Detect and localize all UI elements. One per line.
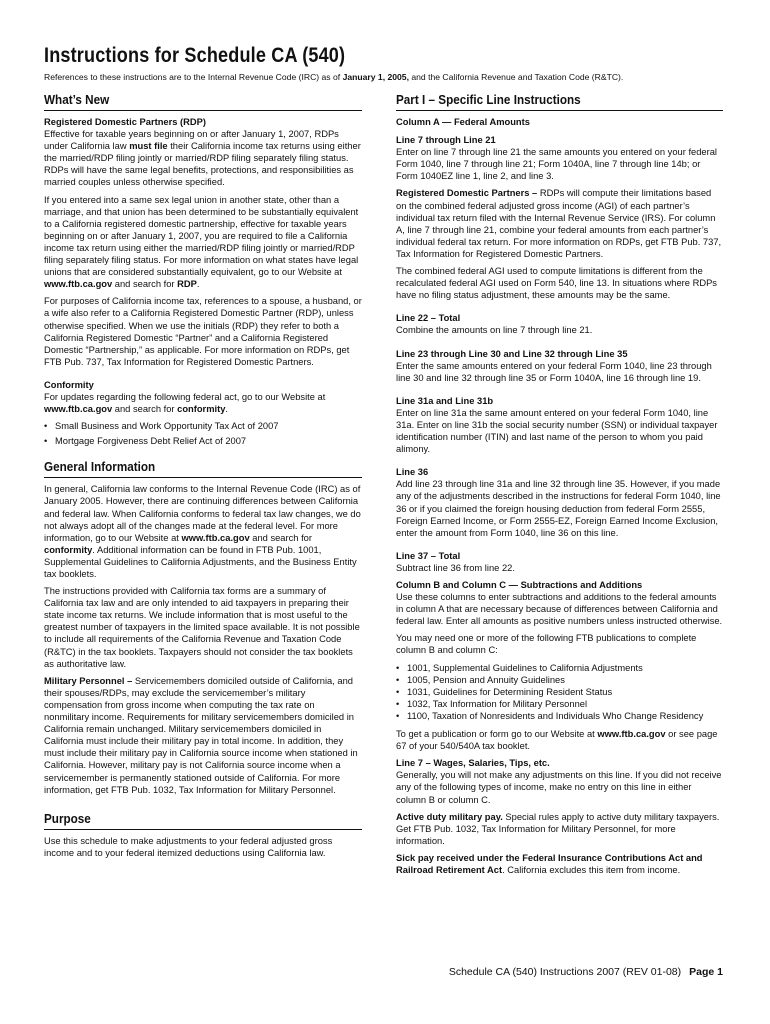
list-item: • 1001, Supplemental Guidelines to California Adjustments: [396, 662, 723, 674]
page-number: Page 1: [689, 966, 723, 978]
get-publication-paragraph: To get a publication or form go to our Website at www.ftb.ca.gov or see page 67 of your 540/540A tax booklet.: [396, 729, 718, 752]
line-22-text: Combine the amounts on line 7 through line 21.: [396, 325, 593, 336]
sick-pay-paragraph: Sick pay received under the Federal Insurance Contributions Act and Railroad Retirement Act. California excludes this item from income.: [396, 852, 703, 875]
rdp-paragraph-3: For purposes of California income tax, references to a spouse, a husband, or a wife also refer to a California Registered Domestic Partner (RDP), unless otherwise specified. When we use the initials (RDP) they refer to both a California Registered Domestic “Partner” and a California Registered Domestic “Partnership,” as applicable. For more information on RDPs, get FTB Pub. 737, Tax Information for Registered Domestic Partners.: [44, 296, 362, 367]
subtitle-text-end: and the California Revenue and Taxation Code (R&TC).: [408, 72, 624, 82]
list-item: • Small Business and Work Opportunity Tax Act of 2007: [44, 420, 362, 432]
line-22-heading: Line 22 – Total: [396, 313, 461, 324]
active-duty-paragraph: Active duty military pay. Special rules apply to active duty military taxpayers. Get FTB Pub. 1032, Tax Information for Military Personnel, for more information.: [396, 811, 720, 846]
conformity-subheading: Conformity: [44, 379, 94, 390]
section-heading-purpose: Purpose: [44, 811, 362, 830]
list-item: • 1100, Taxation of Nonresidents and Individuals Who Change Residency: [396, 710, 723, 722]
subtitle-text: References to these instructions are to the Internal Revenue Code (IRC) as of: [44, 72, 343, 82]
publications-list: [396, 662, 723, 722]
conformity-list: [44, 420, 362, 447]
line-7-wages-text: Generally, you will not make any adjustments on this line. If you did not receive any of the following types of income, make no entry on this line in either column B or column C.: [396, 770, 722, 805]
list-item: • 1031, Guidelines for Determining Resident Status: [396, 686, 723, 698]
general-paragraph-1: In general, California law conforms to the Internal Revenue Code (IRC) as of January 2005. However, there are continuing differences between California and federal law. When California conforms to federal tax law changes, we do not always adopt all of the changes made at the federal level. For more information, go to our Website at www.ftb.ca.gov and search for conformity. Additional information can be found in FTB Pub. 1001, Supplemental Guidelines to California Adjustments, and the Business Entity tax booklets.: [44, 484, 361, 579]
line-23-35-heading: Line 23 through Line 30 and Line 32 through Line 35: [396, 348, 628, 359]
line-31-heading: Line 31a and Line 31b: [396, 395, 494, 406]
section-heading-whats-new: What’s New: [44, 92, 362, 111]
page-footer: [396, 966, 723, 978]
line-31-text: Enter on line 31a the same amount entered on your federal Form 1040, line 31a. Enter on line 31b the social security number (SSN) or individual taxpayer identification number (ITIN) and last name of the person to whom you paid alimony.: [396, 407, 718, 455]
line-37-text: Subtract line 36 from line 22.: [396, 562, 515, 573]
line-7-wages-heading: Line 7 – Wages, Salaries, Tips, etc.: [396, 758, 550, 769]
publications-intro: You may need one or more of the following FTB publications to complete column B and column C:: [396, 633, 697, 656]
subtitle-date: January 1, 2005,: [342, 72, 409, 82]
line-7-21-heading: Line 7 through Line 21: [396, 135, 496, 146]
line-7-21-text: Enter on line 7 through line 21 the same amounts you entered on your federal Form 1040, line 7 through line 21; Form 1040A, line 7 through line 14b; or Form 1040EZ line 1, line 2, and line 3.: [396, 147, 718, 182]
purpose-paragraph: Use this schedule to make adjustments to your federal adjusted gross income and to your federal itemized deductions using California law.: [44, 835, 333, 858]
website-link[interactable]: www.ftb.ca.gov: [44, 404, 113, 415]
document-title: Instructions for Schedule CA (540): [44, 44, 346, 67]
line-36-text: Add line 23 through line 31a and line 32 through line 35. However, if you made any of the adjustments described in the instructions for federal Form 1040, line 36 or if you claimed the foreign housing deduction from federal Form 2555, Foreign Earned Income, or Form 2555-EZ, Foreign Earned Income Exclusion, enter the amount from Form 1040, line 36 on this line.: [396, 479, 721, 538]
line-23-35-text: Enter the same amounts entered on your federal Form 1040, line 23 through line 30 and line 32 through line 35 or Form 1040A, line 16 through line 19.: [396, 360, 712, 383]
section-heading-part-1: Part I – Specific Line Instructions: [396, 92, 723, 111]
list-item: • 1005, Pension and Annuity Guidelines: [396, 674, 723, 686]
rdp-paragraph-1: Effective for taxable years beginning on or after January 1, 2007, RDPs under California law must file their California income tax returns using either the married/RDP filing jointly or married/RDP filing separately filing status. RDPs will have the same legal benefits, protections, and responsibilities as married couples unless otherwise specified.: [44, 129, 361, 188]
footer-form-label: Schedule CA (540) Instructions 2007 (REV 01-08): [448, 966, 682, 978]
website-link[interactable]: www.ftb.ca.gov: [181, 532, 250, 543]
list-item: • Mortgage Forgiveness Debt Relief Act of 2007: [44, 435, 362, 447]
column-b-c-text: Use these columns to enter subtractions and additions to the federal amounts in column A that are necessary because of differences between California and federal law. Enter all amounts as positive numbers unless instructed otherwise.: [396, 592, 723, 627]
conformity-paragraph: For updates regarding the following federal act, go to our Website at www.ftb.ca.gov and search for conformity.: [44, 391, 326, 415]
rdp-limitations-paragraph: Registered Domestic Partners – RDPs will compute their limitations based on the combined federal adjusted gross income (AGI) of each partner’s individual tax return filed with the Internal Revenue Service (IRS). For column A, line 7 through line 21, combine your federal amounts from each partner’s individual federal tax return. For more information on RDPs, get FTB Pub. 737, Tax Information for Registered Domestic Partners.: [396, 188, 722, 259]
left-column: [44, 92, 362, 864]
combined-agi-paragraph: The combined federal AGI used to compute limitations is different from the recalculated federal AGI used on Form 540, line 13. In situations where RDPs have no filing status adjustment, these amounts may be the same.: [396, 266, 717, 301]
general-paragraph-2: The instructions provided with California tax forms are a summary of California tax law and are only intended to aid taxpayers in preparing their state income tax returns. We include information that is most useful to the greatest number of taxpayers in the limited space available. It is not possible to include all requirements of the California Revenue and Taxation Code (R&TC) in the tax booklets. Taxpayers should not consider the tax booklets as authoritative law.: [44, 586, 360, 669]
line-37-heading: Line 37 – Total: [396, 550, 461, 561]
military-paragraph: Military Personnel – Servicemembers domiciled outside of California, and their spouses/RDPs, may exclude the servicemember’s military compensation from gross income when computing the tax rate on nonmilitary income. Requirements for military servicemembers domiciled in California remain unchanged. Military servicemembers domiciled in California must include their military pay in total income. In addition, they must include their military pay in California source income when stationed in California. However, military pay is not California source income when a servicemember is permanently stationed outside of California. For more information, get FTB Pub. 1032, Tax Information for Military Personnel.: [44, 675, 358, 795]
section-heading-general-information: General Information: [44, 459, 362, 478]
column-b-c-subheading: Column B and Column C — Subtractions and Additions: [396, 580, 643, 590]
rdp-paragraph-2: If you entered into a same sex legal union in another state, other than a marriage, and that union has been determined to be substantially equivalent to a California registered domestic partnership, effective for taxable years beginning on or after January 1, 2007, you are required to file a California income tax return using either the married/RDP filing jointly or married/RDP filing separately filing status. For more information on what states have legal unions that are considered substantially equivalent, go to our Website at www.ftb.ca.gov and search for RDP.: [44, 194, 359, 290]
column-a-subheading: Column A — Federal Amounts: [396, 117, 530, 127]
website-link[interactable]: www.ftb.ca.gov: [597, 729, 666, 740]
document-subtitle: [44, 72, 734, 82]
list-item: • 1032, Tax Information for Military Personnel: [396, 698, 723, 710]
rdp-subheading: Registered Domestic Partners (RDP): [44, 117, 207, 127]
right-column: [396, 92, 723, 881]
website-link[interactable]: www.ftb.ca.gov: [44, 279, 113, 290]
line-36-heading: Line 36: [396, 467, 429, 478]
